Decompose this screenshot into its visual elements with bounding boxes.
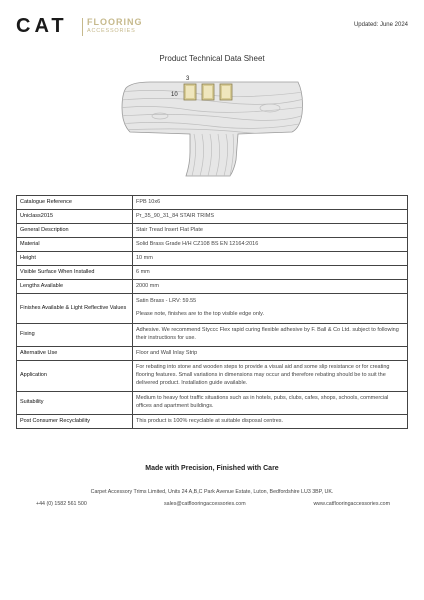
spec-row	[17, 392, 408, 415]
footer-address: Carpet Accessory Trims Limited, Units 24 A,B,C Park Avenue Estate, Luton, Bedfordshire LU3 3BP, UK.	[90, 489, 334, 495]
spec-label: Material	[17, 238, 133, 252]
spec-label: Lengths Available	[17, 280, 133, 294]
spec-value	[133, 324, 408, 347]
spec-value	[133, 196, 408, 210]
footer-tagline: Made with Precision, Finished with Care	[145, 465, 279, 472]
spec-value	[133, 280, 408, 294]
spec-row	[17, 224, 408, 238]
spec-row	[17, 415, 408, 429]
spec-row	[17, 196, 408, 210]
spec-value	[133, 361, 408, 392]
spec-row	[17, 252, 408, 266]
page-header	[0, 0, 424, 48]
spec-label: Visible Surface When Installed	[17, 266, 133, 280]
spec-row	[17, 280, 408, 294]
spec-row	[17, 210, 408, 224]
brass-inserts	[184, 84, 232, 100]
logo-cat: CAT	[16, 15, 68, 37]
spec-value-text: Medium to heavy foot traffic situations such as in hotels, pubs, clubs, cafes, shops, schools, commercial offices and apartment buildings.	[136, 395, 389, 409]
spec-value-text: 6 mm	[136, 268, 150, 275]
spec-value-text: FPB 10x6	[136, 198, 161, 205]
spec-value-text: For rebating into stone and wooden steps to provide a visual aid and some slip resistance or for creating flooring features. Small variations in dimensions may occur and therefore rebating should be to suit the delivered product. Installation guide available.	[136, 364, 390, 386]
spec-value	[133, 224, 408, 238]
spec-value	[133, 266, 408, 280]
spec-value-text: 2000 mm	[136, 282, 159, 289]
document-title: Product Technical Data Sheet	[159, 54, 265, 63]
updated-date: Updated: June 2024	[353, 22, 408, 28]
width-label: 3	[186, 76, 190, 82]
spec-value-text: This product is 100% recyclable at suitable disposal centres.	[136, 417, 284, 424]
logo-divider	[82, 18, 83, 36]
spec-label: Height	[17, 252, 133, 266]
spec-row	[17, 294, 408, 324]
spec-value-text: Satin Brass - LRV: 59.55	[136, 298, 197, 305]
spec-value	[133, 252, 408, 266]
spec-label: Catalogue Reference	[17, 196, 133, 210]
spec-value-text: Adhesive. We recommend Styccc Flex rapid curing flexible adhesive by F. Ball & Co Ltd. subject to following their instructions for use.	[136, 327, 399, 341]
height-label: 10	[171, 92, 178, 98]
spec-label: Suitability	[17, 392, 133, 415]
spec-label: Alternative Use	[17, 347, 133, 361]
spec-row	[17, 238, 408, 252]
spec-table	[16, 195, 408, 429]
spec-value-text: 10 mm	[136, 254, 153, 261]
spec-value-text: Floor and Wall Inlay Strip	[136, 349, 198, 356]
spec-value-text: Pr_35_90_31_84 STAIR TRIMS	[136, 212, 215, 219]
spec-row	[17, 266, 408, 280]
spec-value	[133, 392, 408, 415]
spec-label: Application	[17, 361, 133, 392]
spec-value-text: Stair Tread Insert Flat Plate	[136, 226, 203, 233]
spec-label: General Description	[17, 224, 133, 238]
spec-label: Fixing	[17, 324, 133, 347]
spec-value	[133, 294, 408, 324]
spec-value	[133, 347, 408, 361]
product-diagram	[120, 72, 304, 180]
spec-row	[17, 324, 408, 347]
footer-phone: +44 (0) 1582 561 500	[36, 501, 87, 507]
spec-value	[133, 415, 408, 429]
spec-value-note: Please note, finishes are to the top visible edge only.	[136, 311, 265, 317]
spec-value-text: Solid Brass Grade H/H CZ108 BS EN 12164:2016	[136, 240, 259, 247]
spec-value	[133, 238, 408, 252]
spec-row	[17, 347, 408, 361]
spec-row	[17, 361, 408, 392]
logo-subtitle	[87, 18, 143, 35]
spec-label: Post Consumer Recyclability	[17, 415, 133, 429]
spec-label: Uniclass2015	[17, 210, 133, 224]
spec-label: Finishes Available & Light Reflective Values	[17, 294, 133, 324]
logo-accessories: ACCESSORIES	[87, 28, 136, 34]
logo-flooring: FLOORING	[87, 17, 143, 27]
footer-website[interactable]: www.catflooringaccessories.com	[313, 501, 390, 507]
spec-value	[133, 210, 408, 224]
footer-email[interactable]: sales@catflooringaccessories.com	[164, 501, 246, 507]
